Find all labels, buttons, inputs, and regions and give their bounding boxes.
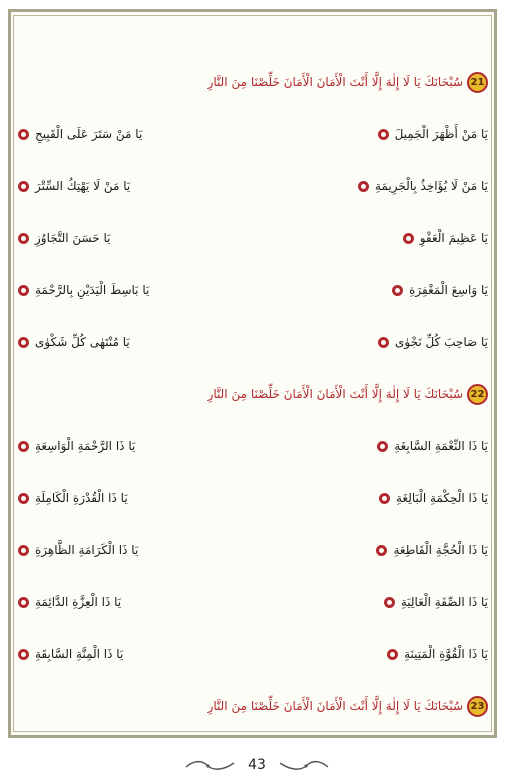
invocation-text: يَا مَنْ أَظْهَرَ الْجَمِيلَ xyxy=(394,127,488,141)
invocation-text: يَا بَاسِطَ الْيَدَيْنِ بِالرَّحْمَةِ xyxy=(35,283,150,297)
separator-ring-icon xyxy=(358,181,369,192)
invocation-text: يَا ذَا الرَّحْمَةِ الْوَاسِعَةِ xyxy=(35,439,136,453)
separator-ring-icon xyxy=(376,545,387,556)
separator-ring-icon xyxy=(403,233,414,244)
invocation-text: يَا ذَا الْقُدْرَةِ الْكَامِلَةِ xyxy=(35,491,128,505)
invocation-text: يَا ذَا الْحِكْمَةِ الْبَالِغَةِ xyxy=(396,491,488,505)
invocation-right xyxy=(377,439,488,453)
invocation-text: يَا حَسَنَ التَّجَاوُزِ xyxy=(35,231,111,245)
prayer-line xyxy=(18,108,488,160)
ornament-right-icon xyxy=(184,758,236,772)
separator-ring-icon xyxy=(18,545,29,556)
invocation-right xyxy=(384,595,488,609)
invocation-left xyxy=(18,283,149,297)
tesbih-line xyxy=(18,56,488,108)
invocation-left xyxy=(18,543,138,557)
invocation-text: يَا ذَا الْكَرَامَةِ الظَّاهِرَةِ xyxy=(35,543,139,557)
tesbih-text: سُبْحَانَكَ يَا لَا إِلٰهَ إِلَّا أَنْتَ الْأَمَانَ الْأَمَانَ خَلِّصْنَا مِنَ النَّارِ xyxy=(207,699,463,713)
invocation-text: يَا ذَا الصِّفَةِ الْعَالِيَةِ xyxy=(400,595,488,609)
prayer-line xyxy=(18,316,488,368)
invocation-right xyxy=(379,491,488,505)
invocation-left xyxy=(18,335,130,349)
page-number: 43 xyxy=(248,757,266,773)
separator-ring-icon xyxy=(18,493,29,504)
page-footer xyxy=(0,753,514,777)
invocation-left xyxy=(18,595,121,609)
prayer-line xyxy=(18,472,488,524)
invocation-right xyxy=(392,283,488,297)
invocation-text: يَا عَظِيمَ الْعَفْوِ xyxy=(419,231,488,245)
invocation-left xyxy=(18,439,135,453)
invocation-left xyxy=(18,491,128,505)
section-number-badge: 22 xyxy=(467,384,488,405)
invocation-text: يَا مُنْتَهٰى كُلِّ شَكْوٰى xyxy=(35,335,130,349)
separator-ring-icon xyxy=(378,337,389,348)
separator-ring-icon xyxy=(18,337,29,348)
invocation-right xyxy=(403,231,488,245)
prayer-line xyxy=(18,264,488,316)
invocation-right xyxy=(378,335,488,349)
invocation-text: يَا مَنْ لَا يَهْتِكُ السِّتْرَ xyxy=(35,179,131,193)
invocation-left xyxy=(18,127,142,141)
prayer-line xyxy=(18,524,488,576)
section-number-badge: 23 xyxy=(467,696,488,717)
separator-ring-icon xyxy=(18,441,29,452)
invocation-left xyxy=(18,179,130,193)
separator-ring-icon xyxy=(18,649,29,660)
prayer-line xyxy=(18,420,488,472)
section-number-badge: 21 xyxy=(467,72,488,93)
prayer-line xyxy=(18,628,488,680)
invocation-right xyxy=(358,179,488,193)
tesbih-line xyxy=(18,368,488,420)
invocation-text: يَا ذَا الْمِنَّةِ السَّابِقَةِ xyxy=(35,647,124,661)
prayer-line xyxy=(18,212,488,264)
tesbih-text: سُبْحَانَكَ يَا لَا إِلٰهَ إِلَّا أَنْتَ الْأَمَانَ الْأَمَانَ خَلِّصْنَا مِنَ النَّارِ xyxy=(207,387,463,401)
invocation-text: يَا وَاسِعَ الْمَغْفِرَةِ xyxy=(409,283,488,297)
invocation-left xyxy=(18,231,111,245)
tesbih-text: سُبْحَانَكَ يَا لَا إِلٰهَ إِلَّا أَنْتَ الْأَمَانَ الْأَمَانَ خَلِّصْنَا مِنَ النَّارِ xyxy=(207,75,463,89)
invocation-text: يَا مَنْ لَا يُؤَاخِذُ بِالْجَرِيمَةِ xyxy=(375,179,488,193)
invocation-text: يَا صَاحِبَ كُلِّ نَجْوٰى xyxy=(395,335,488,349)
invocation-right xyxy=(378,127,488,141)
invocation-right xyxy=(376,543,488,557)
tesbih-line xyxy=(18,680,488,732)
separator-ring-icon xyxy=(377,441,388,452)
separator-ring-icon xyxy=(379,493,390,504)
separator-ring-icon xyxy=(18,129,29,140)
prayer-line xyxy=(18,160,488,212)
prayer-text-block xyxy=(18,56,488,732)
separator-ring-icon xyxy=(392,285,403,296)
invocation-text: يَا مَنْ سَتَرَ عَلَى الْقَبِيحِ xyxy=(35,127,143,141)
invocation-left xyxy=(18,647,123,661)
separator-ring-icon xyxy=(18,597,29,608)
invocation-text: يَا ذَا الْعِزَّةِ الدَّائِمَةِ xyxy=(35,595,122,609)
invocation-text: يَا ذَا الْحُجَّةِ الْقَاطِعَةِ xyxy=(393,543,488,557)
separator-ring-icon xyxy=(18,233,29,244)
invocation-right xyxy=(387,647,488,661)
separator-ring-icon xyxy=(18,285,29,296)
invocation-text: يَا ذَا الْقُوَّةِ الْمَتِينَةِ xyxy=(404,647,488,661)
separator-ring-icon xyxy=(18,181,29,192)
prayer-line xyxy=(18,576,488,628)
separator-ring-icon xyxy=(384,597,395,608)
separator-ring-icon xyxy=(387,649,398,660)
ornament-left-icon xyxy=(278,758,330,772)
separator-ring-icon xyxy=(378,129,389,140)
invocation-text: يَا ذَا النِّعْمَةِ السَّابِغَةِ xyxy=(394,439,488,453)
